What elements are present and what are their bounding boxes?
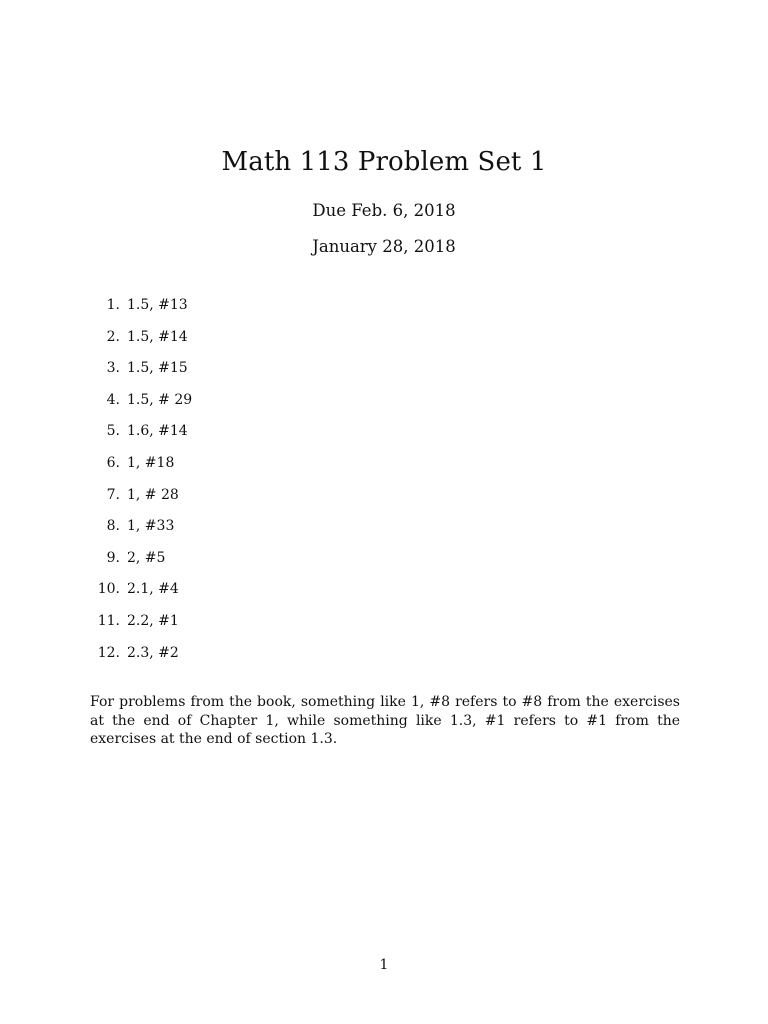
problem-reference: 1.5, #13 bbox=[127, 297, 188, 313]
problem-item bbox=[0, 453, 768, 485]
problem-item bbox=[0, 327, 768, 359]
problem-number: 9. bbox=[106, 549, 120, 566]
document-date: January 28, 2018 bbox=[312, 237, 456, 256]
problem-number: 5. bbox=[106, 423, 120, 440]
problem-number: 6. bbox=[106, 454, 120, 471]
problem-item bbox=[0, 358, 768, 390]
problem-number: 11. bbox=[97, 612, 120, 629]
problem-reference: 2.2, #1 bbox=[127, 612, 179, 629]
problem-reference: 1.5, #15 bbox=[127, 360, 188, 377]
page-number: 1 bbox=[379, 957, 389, 973]
problem-number: 4. bbox=[106, 391, 120, 408]
problem-reference: 2, #5 bbox=[127, 549, 166, 566]
document-title: Math 113 Problem Set 1 bbox=[221, 147, 547, 177]
problem-item bbox=[0, 643, 768, 675]
problem-item bbox=[0, 516, 768, 548]
problem-item bbox=[0, 548, 768, 580]
problem-item bbox=[0, 611, 768, 643]
due-date: Due Feb. 6, 2018 bbox=[312, 201, 456, 220]
problem-reference: 2.1, #4 bbox=[127, 581, 179, 598]
problem-item bbox=[0, 295, 768, 327]
problem-number: 2. bbox=[106, 328, 120, 345]
problem-reference: 1.5, #14 bbox=[127, 328, 188, 345]
problem-number: 8. bbox=[106, 518, 120, 535]
problem-number: 3. bbox=[106, 360, 120, 377]
problem-item bbox=[0, 421, 768, 453]
problem-reference: 1.6, #14 bbox=[127, 423, 188, 440]
problem-number: 7. bbox=[106, 486, 120, 503]
problem-reference: 1.5, # 29 bbox=[127, 391, 193, 408]
problem-reference: 1, #33 bbox=[127, 518, 175, 535]
problem-number: 12. bbox=[97, 644, 120, 661]
problem-item bbox=[0, 390, 768, 422]
problem-reference: 1, # 28 bbox=[127, 486, 179, 503]
problem-item bbox=[0, 485, 768, 517]
problem-reference: 1, #18 bbox=[127, 454, 175, 471]
problem-list bbox=[0, 295, 768, 674]
footnote-paragraph: For problems from the book, something like 1, #8 refers to #8 from the exercises at the end of Chapter 1, while something like 1.3, #1 refers to #1 from the exercises at the end of section 1.3. bbox=[90, 694, 680, 747]
problem-item bbox=[0, 579, 768, 611]
problem-reference: 2.3, #2 bbox=[127, 644, 179, 661]
problem-number: 10. bbox=[97, 581, 120, 598]
problem-number: 1. bbox=[106, 297, 120, 313]
